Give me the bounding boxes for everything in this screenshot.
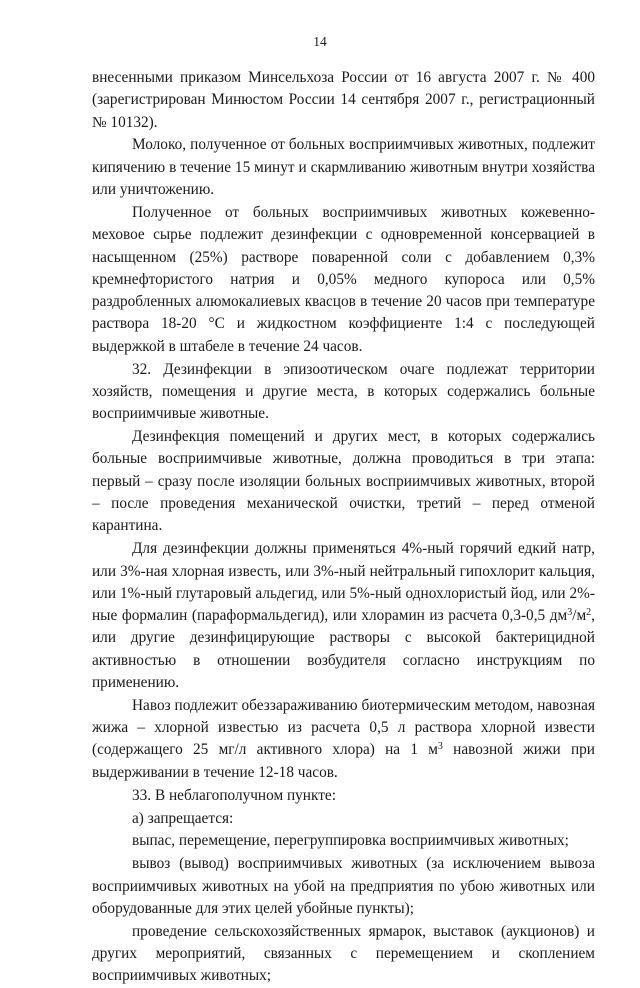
- disinfectants-text-after: , или другие дезинфицирующие растворы с высокой бактерицидной активностью в отношении возбудителя согласно инструкциям по применению.: [92, 607, 595, 691]
- manure-text-before: Навоз подлежит обеззараживанию биотермическим методом, навозная жижа – хлорной известью из расчета 0,5 л раствора хлорной извести (содержащего 25 мг/л активного хлора) на 1 м: [92, 696, 595, 759]
- superscript-3: 3: [437, 741, 443, 753]
- superscript-2: 2: [586, 607, 592, 619]
- paragraph-export-ban: вывоз (вывод) восприимчивых животных (за исключением вывоза восприимчивых животных на убой на предприятия по убою животных или оборудованные для этих целей убойные пункты);: [92, 855, 595, 917]
- paragraph-33-heading: 33. В неблагополучном пункте:: [132, 786, 336, 804]
- manure-text-after: навозной жижи при выдерживании в течение 12-18 часов.: [92, 741, 595, 781]
- disinfectants-text-mid: /м: [572, 607, 587, 625]
- paragraph-32-disinfection: 32. Дезинфекции в эпизоотическом очаге подлежат территории хозяйств, помещения и другие места, в которых содержались больные восприимчивые животные.: [92, 360, 595, 423]
- paragraph-manure: [92, 695, 595, 784]
- paragraph-order-reference: внесенными приказом Минсельхоза России от 16 августа 2007 г. № 400 (зарегистрирован Минюстом России 14 сентября 2007 г., регистрационный № 10132).: [92, 69, 595, 131]
- paragraph-raw-hides: Полученное от больных восприимчивых животных кожевенно-меховое сырье подлежит дезинфекции с одновременной консервацией в насыщенном (25%) растворе поваренной соли с добавлением 0,3% кремнефтористого натрия и 0,05% медного купороса или 0,5% раздробленных алюмокалиевых квасцов в течение 20 часов при температуре раствора 18-20 °С и жидкостном коэффициенте 1:4 с последующей выдержкой в штабеле в течение 24 часов.: [92, 203, 595, 355]
- paragraph-disinfection-stages: Дезинфекция помещений и других мест, в которых содержались больные восприимчивые животные, должна проводиться в три этапа: первый – сразу после изоляции больных восприимчивых животных, второй – после проведения механической очистки, третий – перед отменой карантина.: [92, 428, 595, 535]
- disinfectants-text-before: Для дезинфекции должны применяться 4%-ный горячий едкий натр, или 3%-ная хлорная известь, или 3%-ный нейтральный гипохлорит кальция, или 1%-ный глутаровый альдегид, или 5%-ный однохлористый йод, или 2%-ные формалин (параформальдегид), или хлорамин из расчета 0,3-0,5 дм: [92, 540, 595, 625]
- paragraph-disinfectants: [92, 538, 595, 694]
- superscript-3: 3: [567, 607, 573, 619]
- paragraph-fairs-ban: проведение сельскохозяйственных ярмарок, выставок (аукционов) и других мероприятий, связанных с перемещением и скоплением восприимчивых животных;: [92, 922, 595, 985]
- paragraph-grazing-ban: выпас, перемещение, перегруппировка восприимчивых животных;: [132, 832, 569, 850]
- page-number: 14: [313, 34, 327, 49]
- paragraph-milk: Молоко, полученное от больных восприимчивых животных, подлежит кипячению в течение 15 минут и скармливанию животным внутри хозяйства или уничтожению.: [92, 136, 595, 199]
- paragraph-33a: а) запрещается:: [132, 809, 234, 827]
- document-body: [92, 67, 595, 988]
